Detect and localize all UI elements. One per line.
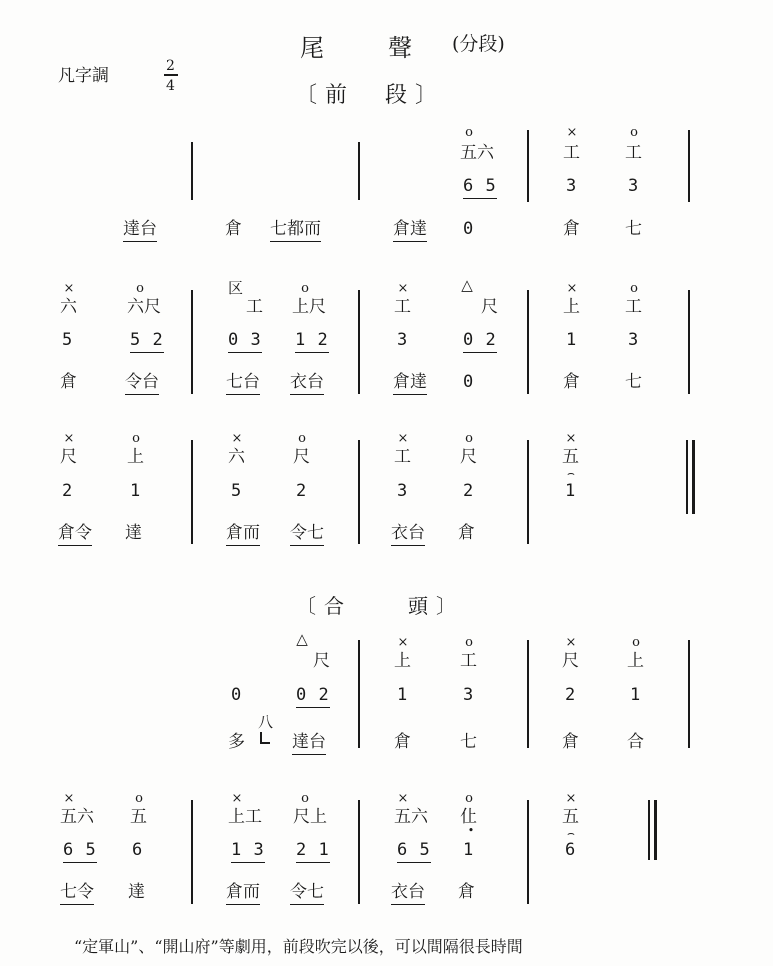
fermata-mark: ⌢ (567, 466, 575, 480)
barline (191, 142, 193, 200)
jianpu-number: 6 5 (63, 840, 97, 863)
circle-mark: o (465, 791, 473, 806)
ornament-mark: 区 (228, 279, 244, 297)
gongche-note: 工 (394, 447, 411, 467)
barline (358, 800, 360, 904)
cross-mark: × (397, 635, 409, 650)
percussion-syllable: 達台 (123, 219, 157, 242)
gongche-note: 工 (246, 297, 263, 317)
percussion-syllable: 倉 (563, 372, 580, 392)
gongche-note: 工 (563, 143, 580, 163)
barline (688, 290, 690, 394)
barline (527, 130, 529, 202)
title-suffix: (分段) (452, 33, 505, 55)
gongche-note: 仩 (460, 807, 477, 827)
jianpu-number: 6 (132, 840, 144, 860)
jianpu-number: 0 2 (463, 330, 497, 353)
gongche-note: 六尺 (127, 297, 161, 317)
percussion-syllable: 倉 (225, 219, 242, 239)
triangle-mark: △ (296, 630, 308, 648)
cross-mark: × (231, 791, 243, 806)
gongche-note: 尺上 (293, 807, 327, 827)
barline (527, 290, 529, 394)
jianpu-number: 2 (62, 481, 74, 501)
gongche-note: 尺 (481, 297, 498, 317)
percussion-syllable: 七 (625, 372, 642, 392)
percussion-syllable: 倉 (562, 732, 579, 752)
gongche-note: 尺 (293, 447, 310, 467)
jianpu-number: 2 (565, 685, 577, 705)
gongche-note: 上 (127, 447, 144, 467)
jianpu-number: 0 (231, 685, 243, 705)
footnote: “定軍山”、“開山府”等劇用，前段吹完以後，可以間隔很長時間 (74, 937, 523, 956)
final-barline (692, 440, 695, 514)
percussion-syllable: 令七 (290, 523, 324, 546)
barline (527, 800, 529, 904)
barline (688, 640, 690, 748)
final-barline (686, 440, 688, 514)
percussion-syllable: 八 (258, 713, 274, 731)
gongche-note: 上 (394, 651, 411, 671)
cross-mark: × (231, 431, 243, 446)
percussion-syllable: 多 (228, 732, 245, 752)
cross-mark: × (63, 791, 75, 806)
cross-mark: × (565, 635, 577, 650)
triangle-mark: △ (461, 276, 473, 294)
barline (527, 640, 529, 748)
percussion-rest: 0 (463, 372, 475, 392)
circle-mark: o (465, 125, 473, 140)
percussion-syllable: 倉令 (58, 523, 92, 546)
percussion-syllable: 衣台 (391, 882, 425, 905)
gongche-note: 五六 (394, 807, 428, 827)
percussion-syllable: 合 (627, 732, 644, 752)
cross-mark: × (566, 125, 578, 140)
barline (688, 130, 690, 202)
cross-mark: × (397, 281, 409, 296)
percussion-rest: 0 (463, 219, 475, 239)
circle-mark: o (632, 635, 640, 650)
jianpu-number: 1 (630, 685, 642, 705)
circle-mark: o (630, 281, 638, 296)
gongche-note: 六 (228, 447, 245, 467)
percussion-syllable: 倉 (458, 882, 475, 902)
percussion-syllable: 七台 (226, 372, 260, 395)
gongche-note: 六 (60, 297, 77, 317)
cross-mark: × (63, 431, 75, 446)
barline (358, 440, 360, 544)
gongche-note: 尺 (562, 651, 579, 671)
gongche-note: 工 (625, 143, 642, 163)
jianpu-number: 3 (566, 176, 578, 196)
jianpu-number: 1 (566, 330, 578, 350)
percussion-syllable: 達 (128, 882, 145, 902)
key-signature: 凡字調 (58, 66, 109, 86)
gongche-note: 工 (394, 297, 411, 317)
section-heading: 〔合 頭〕 (296, 594, 464, 618)
jianpu-number: 5 (62, 330, 74, 350)
jianpu-number: 1 (130, 481, 142, 501)
circle-mark: o (136, 281, 144, 296)
gongche-note: 尺 (460, 447, 477, 467)
final-barline (648, 800, 650, 860)
jianpu-number: 0 2 (296, 685, 330, 708)
circle-mark: o (301, 281, 309, 296)
circle-mark: o (132, 431, 140, 446)
percussion-syllable: 倉達 (393, 372, 427, 395)
gongche-note: 上工 (228, 807, 262, 827)
fermata-mark: ⌢ (567, 826, 575, 840)
barline (527, 440, 529, 544)
barline (191, 440, 193, 544)
percussion-syllable: 七 (625, 219, 642, 239)
gongche-note: 工 (460, 651, 477, 671)
barline (358, 290, 360, 394)
jianpu-number: 5 2 (130, 330, 164, 353)
percussion-syllable: 達台 (292, 732, 326, 755)
cross-mark: × (566, 281, 578, 296)
percussion-syllable: 倉 (563, 219, 580, 239)
circle-mark: o (630, 125, 638, 140)
circle-mark: o (298, 431, 306, 446)
barline (358, 142, 360, 200)
percussion-syllable: 令七 (290, 882, 324, 905)
jianpu-number: 3 (628, 176, 640, 196)
gongche-note: 上 (563, 297, 580, 317)
jianpu-number: 3 (463, 685, 475, 705)
jianpu-number: 2 (296, 481, 308, 501)
cross-mark: × (397, 431, 409, 446)
barline (191, 290, 193, 394)
grace-hook (260, 742, 270, 744)
gongche-note: 五 (562, 807, 579, 827)
percussion-syllable: 衣台 (391, 523, 425, 546)
gongche-note: 五六 (60, 807, 94, 827)
jianpu-number: 6 (565, 840, 577, 860)
final-barline (654, 800, 657, 860)
cross-mark: × (397, 791, 409, 806)
percussion-syllable: 倉而 (226, 882, 260, 905)
dot-mark: • (467, 824, 475, 837)
cross-mark: × (565, 431, 577, 446)
gongche-note: 五 (562, 447, 579, 467)
percussion-syllable: 達 (125, 523, 142, 543)
percussion-syllable: 七 (460, 732, 477, 752)
time-sig-denominator: 4 (166, 78, 175, 94)
section-front: 〔前 段〕 (295, 83, 446, 108)
jianpu-number: 1 (463, 840, 475, 860)
piece-title: 尾 聲 (300, 34, 432, 62)
gongche-note: 五 (130, 807, 147, 827)
barline (191, 800, 193, 904)
circle-mark: o (301, 791, 309, 806)
percussion-syllable: 衣台 (290, 372, 324, 395)
barline (358, 640, 360, 748)
percussion-syllable: 倉 (458, 523, 475, 543)
jianpu-number: 0 3 (228, 330, 262, 353)
jianpu-number: 1 2 (295, 330, 329, 353)
circle-mark: o (465, 635, 473, 650)
percussion-syllable: 七都而 (270, 219, 321, 242)
gongche-note: 上 (627, 651, 644, 671)
percussion-syllable: 倉 (394, 732, 411, 752)
percussion-syllable: 倉 (60, 372, 77, 392)
circle-mark: o (465, 431, 473, 446)
jianpu-number: 5 (231, 481, 243, 501)
percussion-syllable: 七令 (60, 882, 94, 905)
circle-mark: o (135, 791, 143, 806)
jianpu-number: 1 3 (231, 840, 265, 863)
cross-mark: × (63, 281, 75, 296)
jianpu-number: 3 (628, 330, 640, 350)
cross-mark: × (565, 791, 577, 806)
gongche-note: 尺 (313, 651, 330, 671)
jianpu-number: 3 (397, 330, 409, 350)
gongche-note: 上尺 (292, 297, 326, 317)
jianpu-number: 2 (463, 481, 475, 501)
gongche-note: 尺 (60, 447, 77, 467)
jianpu-number: 1 (397, 685, 409, 705)
gongche-note: 工 (625, 297, 642, 317)
jianpu-number: 2 1 (296, 840, 330, 863)
percussion-syllable: 倉達 (393, 219, 427, 242)
jianpu-number: 3 (397, 481, 409, 501)
jianpu-number: 6 5 (463, 176, 497, 199)
jianpu-number: 1 (565, 481, 577, 501)
percussion-syllable: 令台 (125, 372, 159, 395)
time-sig-numerator: 2 (166, 58, 175, 74)
gongche-note: 五六 (460, 143, 494, 163)
jianpu-number: 6 5 (397, 840, 431, 863)
percussion-syllable: 倉而 (226, 523, 260, 546)
